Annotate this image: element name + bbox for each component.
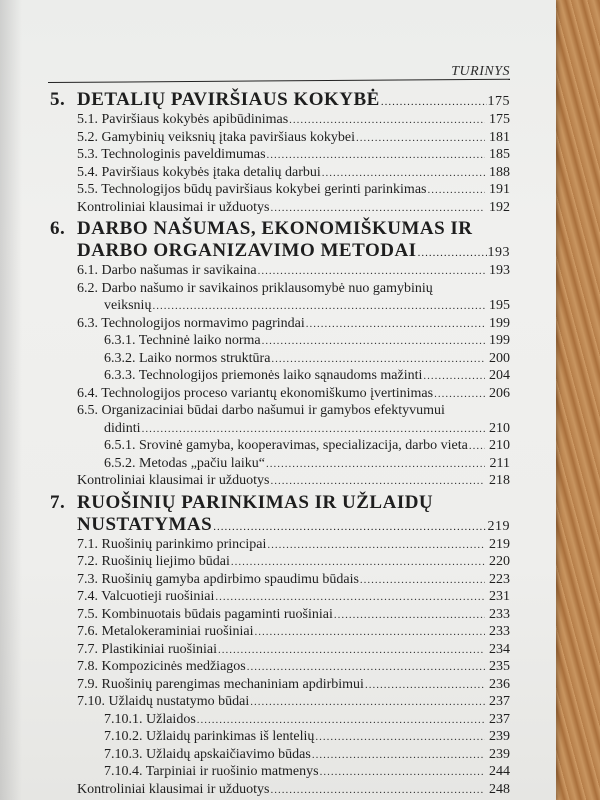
toc-entry-continued bbox=[50, 297, 510, 315]
toc-entry bbox=[50, 746, 510, 764]
page-number: 199 bbox=[489, 333, 510, 348]
chapter-title-line: DARBO NAŠUMAS, EKONOMIŠKUMAS IR bbox=[77, 218, 473, 239]
toc-entry bbox=[50, 367, 510, 385]
chapter-heading bbox=[50, 492, 510, 514]
page-number: 237 bbox=[489, 694, 510, 709]
page-number: 175 bbox=[487, 94, 510, 109]
entry-label: 6.5. Organizaciniai būdai darbo našumui ir gamybos efektyvumui bbox=[77, 403, 445, 418]
toc-entry bbox=[50, 315, 510, 333]
toc-entry bbox=[50, 262, 510, 280]
page-number: 239 bbox=[489, 729, 510, 744]
toc-entry bbox=[50, 455, 510, 473]
toc-entry bbox=[50, 385, 510, 403]
toc-entry bbox=[50, 129, 510, 147]
toc-entry bbox=[50, 111, 510, 129]
page-number: 231 bbox=[489, 589, 510, 604]
page-number: 220 bbox=[489, 554, 510, 569]
page-number: 199 bbox=[489, 315, 510, 331]
page-number: 223 bbox=[489, 571, 510, 587]
toc-entry bbox=[50, 571, 510, 589]
toc-entry bbox=[50, 536, 510, 554]
toc-entry bbox=[50, 280, 510, 298]
chapter-title: DETALIŲ PAVIRŠIAUS KOKYBĖ bbox=[77, 89, 380, 110]
toc-entry bbox=[50, 146, 510, 164]
entry-label: Kontroliniai klausimai ir užduotys bbox=[77, 473, 270, 488]
chapter-number: 6. bbox=[50, 218, 66, 239]
toc-entry-continued bbox=[50, 420, 510, 438]
entry-label: 7.10. Užlaidų nustatymo būdai bbox=[77, 694, 250, 709]
chapter-heading-continued bbox=[50, 240, 510, 262]
entry-label: Kontroliniai klausimai ir užduotys bbox=[77, 199, 270, 215]
chapter-title-line: DARBO ORGANIZAVIMO METODAI bbox=[77, 240, 417, 261]
entry-label: 7.4. Valcuotieji ruošiniai bbox=[77, 589, 215, 604]
chapter-title-line: RUOŠINIŲ PARINKIMAS IR UŽLAIDŲ bbox=[77, 491, 434, 513]
page-number: 175 bbox=[489, 112, 510, 127]
running-header-title: TURINYS bbox=[451, 64, 510, 79]
page-gutter-shadow bbox=[0, 0, 22, 800]
leader-dots bbox=[312, 747, 485, 765]
toc-entry bbox=[50, 693, 510, 711]
page-number: 200 bbox=[489, 350, 510, 366]
page-number: 218 bbox=[489, 473, 510, 488]
page-number: 185 bbox=[489, 147, 510, 162]
toc-entry bbox=[50, 711, 510, 729]
page-number: 192 bbox=[489, 199, 510, 215]
leader-dots bbox=[266, 456, 485, 474]
entry-label: 7.10.1. Užlaidos bbox=[104, 711, 196, 727]
leader-dots bbox=[381, 91, 487, 113]
entry-label: 7.2. Ruošinių liejimo būdai bbox=[77, 554, 230, 569]
chapter-number: 5. bbox=[50, 89, 66, 110]
leader-dots bbox=[270, 200, 485, 218]
entry-label: 5.2. Gamybinių veiksnių įtaka paviršiaus kokybei bbox=[77, 129, 356, 145]
entry-label: 7.6. Metalokeraminiai ruošiniai bbox=[77, 624, 254, 639]
page-number: 210 bbox=[489, 420, 510, 436]
running-header bbox=[48, 64, 510, 84]
entry-label: 7.3. Ruošinių gamyba apdirbimo spaudimu būdais bbox=[77, 571, 359, 587]
page-number: 219 bbox=[487, 518, 510, 534]
leader-dots bbox=[270, 473, 485, 491]
page-number: 237 bbox=[489, 711, 510, 727]
entry-label: 7.10.3. Užlaidų apskaičiavimo būdas bbox=[104, 746, 311, 762]
leader-dots bbox=[334, 607, 485, 625]
entry-label: 5.3. Technologinis paveldimumas bbox=[77, 147, 266, 162]
leader-dots bbox=[215, 589, 485, 607]
table-of-contents bbox=[50, 89, 510, 798]
chapter-heading bbox=[50, 89, 510, 111]
chapter-heading bbox=[50, 218, 510, 240]
toc-entry-review-questions bbox=[50, 781, 510, 799]
page-number: 188 bbox=[489, 164, 510, 180]
entry-label: 6.4. Technologijos proceso variantų ekonomiškumo įvertinimas bbox=[77, 385, 434, 401]
leader-dots bbox=[262, 333, 485, 351]
leader-dots bbox=[418, 242, 487, 264]
page-number: 239 bbox=[489, 746, 510, 762]
leader-dots bbox=[142, 421, 485, 439]
entry-label: 7.9. Ruošinių parengimas mechaniniam apdirbimui bbox=[77, 676, 364, 692]
entry-label: Kontroliniai klausimai ir užduotys bbox=[77, 781, 270, 797]
toc-entry bbox=[50, 658, 510, 676]
entry-label: 7.5. Kombinuotais būdais pagaminti ruošiniai bbox=[77, 606, 333, 622]
leader-dots bbox=[267, 537, 485, 555]
leader-dots bbox=[267, 147, 485, 165]
entry-label: 7.10.4. Tarpiniai ir ruošinio matmenys bbox=[104, 764, 319, 779]
toc-entry bbox=[50, 350, 510, 368]
page-number: 244 bbox=[489, 764, 510, 779]
page-number: 248 bbox=[489, 781, 510, 797]
toc-entry bbox=[50, 728, 510, 746]
entry-label: 5.4. Paviršiaus kokybės įtaka detalių darbui bbox=[77, 164, 321, 180]
leader-dots bbox=[306, 316, 485, 334]
toc-entry-review-questions bbox=[50, 472, 510, 490]
leader-dots bbox=[356, 130, 485, 148]
entry-label: 5.5. Technologijos būdų paviršiaus kokybei gerinti parinkimas bbox=[77, 182, 427, 197]
leader-dots bbox=[218, 642, 485, 660]
chapter-title-line: NUSTATYMAS bbox=[77, 513, 213, 535]
leader-dots bbox=[152, 298, 485, 316]
chapter-number: 7. bbox=[50, 491, 66, 513]
page-number: 181 bbox=[489, 129, 510, 145]
entry-label: 5.1. Paviršiaus kokybės apibūdinimas bbox=[77, 112, 289, 127]
toc-entry bbox=[50, 402, 510, 420]
leader-dots bbox=[250, 694, 485, 712]
entry-label: 7.7. Plastikiniai ruošiniai bbox=[77, 641, 217, 657]
leader-dots bbox=[213, 516, 486, 538]
leader-dots bbox=[258, 263, 485, 281]
page-number: 233 bbox=[489, 624, 510, 639]
entry-label: 6.2. Darbo našumo ir savikainos priklausomybė nuo gamybinių bbox=[77, 280, 433, 296]
entry-label: 7.10.2. Užlaidų parinkimas iš lentelių bbox=[104, 729, 315, 744]
leader-dots bbox=[322, 165, 485, 183]
page-number: 191 bbox=[489, 182, 510, 197]
page-number: 233 bbox=[489, 606, 510, 622]
page-number: 234 bbox=[489, 641, 510, 657]
entry-label: 6.5.2. Metodas „pačiu laiku“ bbox=[104, 455, 265, 471]
toc-entry bbox=[50, 676, 510, 694]
header-rule bbox=[48, 79, 510, 83]
leader-dots bbox=[255, 624, 485, 642]
toc-entry bbox=[50, 623, 510, 641]
entry-label: 6.5.1. Srovinė gamyba, kooperavimas, specializacija, darbo vieta bbox=[104, 438, 468, 453]
page-number: 195 bbox=[489, 298, 510, 313]
leader-dots bbox=[365, 677, 485, 695]
page-number: 235 bbox=[489, 659, 510, 674]
page-number: 204 bbox=[489, 368, 510, 383]
chapter-heading-continued bbox=[50, 514, 510, 536]
entry-label: 6.3. Technologijos normavimo pagrindai bbox=[77, 315, 305, 331]
leader-dots bbox=[428, 182, 486, 200]
entry-label: 7.1. Ruošinių parinkimo principai bbox=[77, 536, 267, 552]
entry-label: 6.3.1. Techninė laiko norma bbox=[104, 333, 261, 348]
entry-label-continuation: veiksnių bbox=[104, 298, 152, 313]
leader-dots bbox=[434, 386, 485, 404]
toc-entry bbox=[50, 641, 510, 659]
leader-dots bbox=[469, 438, 485, 456]
toc-entry bbox=[50, 606, 510, 624]
page-number: 193 bbox=[487, 245, 510, 260]
entry-label: 6.3.3. Technologijos priemonės laiko sąnaudoms mažinti bbox=[104, 368, 423, 383]
toc-entry-review-questions bbox=[50, 199, 510, 217]
leader-dots bbox=[289, 112, 485, 130]
page-number: 193 bbox=[489, 263, 510, 278]
leader-dots bbox=[315, 729, 485, 747]
page-number: 236 bbox=[489, 676, 510, 692]
toc-entry bbox=[50, 588, 510, 606]
leader-dots bbox=[231, 554, 485, 572]
toc-entry bbox=[50, 181, 510, 199]
page-number: 211 bbox=[489, 455, 510, 471]
toc-entry bbox=[50, 164, 510, 182]
leader-dots bbox=[360, 572, 485, 590]
leader-dots bbox=[320, 764, 485, 782]
toc-entry bbox=[50, 553, 510, 571]
leader-dots bbox=[423, 368, 485, 386]
leader-dots bbox=[197, 712, 485, 730]
toc-entry bbox=[50, 763, 510, 781]
entry-label: 7.8. Kompozicinės medžiagos bbox=[77, 659, 246, 674]
leader-dots bbox=[270, 782, 485, 800]
leader-dots bbox=[247, 659, 485, 677]
page-number: 219 bbox=[489, 536, 510, 552]
entry-label-continuation: didinti bbox=[104, 420, 141, 436]
page-number: 210 bbox=[489, 438, 510, 453]
page-number: 206 bbox=[489, 385, 510, 401]
toc-entry bbox=[50, 437, 510, 455]
leader-dots bbox=[271, 351, 485, 369]
entry-label: 6.1. Darbo našumas ir savikaina bbox=[77, 263, 257, 278]
entry-label: 6.3.2. Laiko normos struktūra bbox=[104, 350, 271, 366]
toc-entry bbox=[50, 332, 510, 350]
